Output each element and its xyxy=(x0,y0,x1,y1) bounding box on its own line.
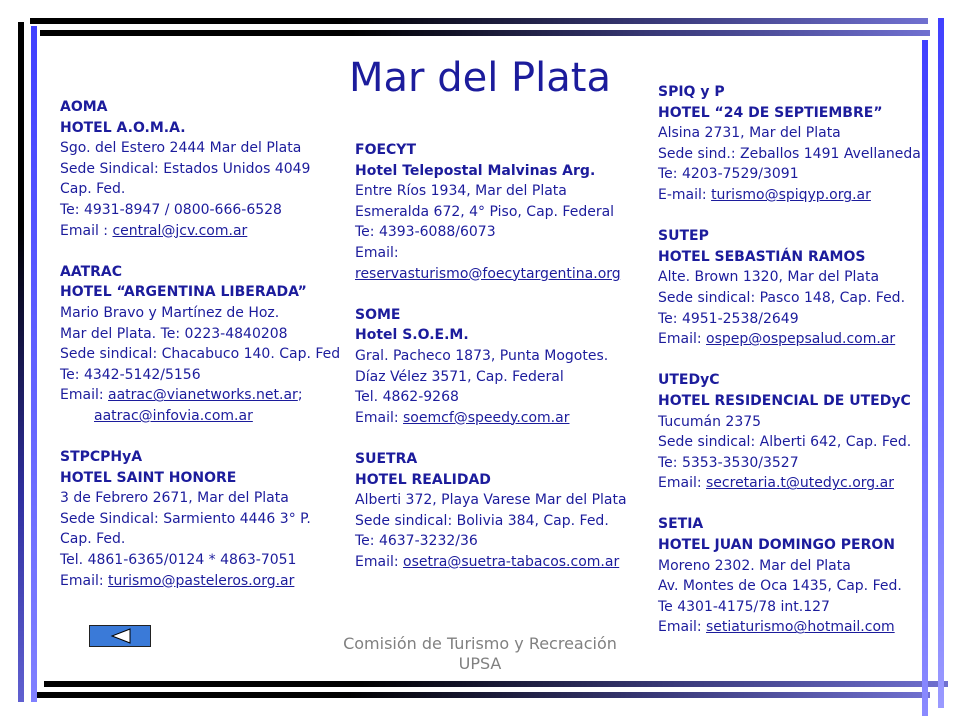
back-triangle-icon xyxy=(110,628,132,644)
entry-email-row xyxy=(60,385,340,406)
entry-aoma xyxy=(60,97,340,241)
email-link[interactable]: ospep@ospepsalud.com.ar xyxy=(706,331,896,348)
entry-org: SUTEP xyxy=(658,228,709,245)
entry-hotel: HOTEL REALIDAD xyxy=(355,471,491,488)
entry-line: Te: 4637-3232/36 xyxy=(355,533,478,550)
footer-line-2: UPSA xyxy=(458,654,502,673)
entry-line: Te: 4931-8947 / 0800-666-6528 xyxy=(60,201,282,218)
column-left xyxy=(60,97,340,591)
column-middle xyxy=(355,140,627,572)
email-link[interactable]: central@jcv.com.ar xyxy=(112,222,248,239)
entry-email-row xyxy=(355,408,627,429)
entry-some xyxy=(355,305,627,429)
entry-utedyc xyxy=(658,370,921,494)
entry-org: STPCPHyA xyxy=(60,449,143,466)
entry-line: Cap. Fed. xyxy=(60,531,126,548)
entry-line: Entre Ríos 1934, Mar del Plata xyxy=(355,183,567,200)
back-button[interactable] xyxy=(89,625,151,647)
entry-email-row xyxy=(658,185,921,206)
top-frame-bar xyxy=(30,18,928,24)
entry-line: Moreno 2302. Mar del Plata xyxy=(658,557,851,574)
entry-hotel: HOTEL JUAN DOMINGO PERON xyxy=(658,537,895,554)
entry-line: Mario Bravo y Martínez de Hoz. xyxy=(60,304,280,321)
entry-suetra xyxy=(355,449,627,573)
entry-email-row xyxy=(658,473,921,494)
email-label: E-mail: xyxy=(658,186,712,203)
entry-line: Te: 4203-7529/3091 xyxy=(658,166,799,183)
entry-line: Alte. Brown 1320, Mar del Plata xyxy=(658,269,880,286)
entry-line: Sede Sindical: Sarmiento 4446 3° P. xyxy=(60,510,311,527)
entry-hotel: HOTEL “ARGENTINA LIBERADA” xyxy=(60,284,307,301)
page-title: Mar del Plata xyxy=(349,55,611,101)
entry-email-row xyxy=(658,617,921,638)
entry-email-row xyxy=(60,571,340,592)
entry-line: Tel. 4861-6365/0124 * 4863-7051 xyxy=(60,552,297,569)
email-link[interactable]: turismo@spiqyp.org.ar xyxy=(711,186,871,203)
entry-email-row-2 xyxy=(60,406,340,427)
entry-line: Díaz Vélez 3571, Cap. Federal xyxy=(355,368,564,385)
entry-org: AOMA xyxy=(60,99,108,115)
entry-sutep xyxy=(658,226,921,350)
entry-line: 3 de Febrero 2671, Mar del Plata xyxy=(60,490,289,507)
email-label: Email: xyxy=(355,409,404,426)
column-right xyxy=(658,82,921,638)
email-label: Email: xyxy=(60,572,109,589)
entry-hotel: HOTEL RESIDENCIAL DE UTEDyC xyxy=(658,392,911,409)
entry-org: AATRAC xyxy=(60,263,123,280)
entry-aatrac xyxy=(60,262,340,427)
email-link[interactable]: aatrac@vianetworks.net.ar xyxy=(108,387,298,404)
entry-org: SUETRA xyxy=(355,450,418,467)
email-link[interactable]: setiaturismo@hotmail.com xyxy=(706,619,895,636)
entry-line: Cap. Fed. xyxy=(60,181,126,198)
top-frame-bar-inner xyxy=(40,30,930,36)
entry-line: Te 4301-4175/78 int.127 xyxy=(658,598,830,615)
right-frame-bar xyxy=(922,40,928,716)
entry-line: Gral. Pacheco 1873, Punta Mogotes. xyxy=(355,347,609,364)
entry-hotel: Hotel Telepostal Malvinas Arg. xyxy=(355,162,596,179)
entry-email-row xyxy=(355,552,627,573)
email-link[interactable]: turismo@pasteleros.org.ar xyxy=(108,572,295,589)
entry-setia xyxy=(658,514,921,638)
entry-line: Te: 5353-3530/3527 xyxy=(658,454,799,471)
email-label: Email: xyxy=(658,475,707,492)
entry-line: Tucumán 2375 xyxy=(658,413,762,430)
entry-line: Sede Sindical: Estados Unidos 4049 xyxy=(60,160,311,177)
footer-line-1: Comisión de Turismo y Recreación xyxy=(343,634,617,653)
email-link[interactable]: soemcf@speedy.com.ar xyxy=(403,409,570,426)
entry-line: Te: 4951-2538/2649 xyxy=(658,310,799,327)
entry-org: SOME xyxy=(355,306,401,323)
entry-line: Alsina 2731, Mar del Plata xyxy=(658,125,841,142)
entry-line: Av. Montes de Oca 1435, Cap. Fed. xyxy=(658,578,902,595)
email-label: Email: xyxy=(658,619,707,636)
entry-hotel: Hotel S.O.E.M. xyxy=(355,327,469,344)
bottom-frame-bar-inner xyxy=(34,692,930,698)
email-label: Email : xyxy=(60,222,113,239)
entry-line: Sede sindical: Chacabuco 140. Cap. Fed xyxy=(60,346,341,363)
footer xyxy=(330,634,630,674)
entry-line: Te: 4342-5142/5156 xyxy=(60,366,201,383)
entry-line: Sede sindical: Bolivia 384, Cap. Fed. xyxy=(355,512,609,529)
right-frame-bar-outer xyxy=(938,18,944,708)
email-link[interactable]: osetra@suetra-tabacos.com.ar xyxy=(403,553,620,570)
entry-email-row xyxy=(658,329,921,350)
entry-line: Sgo. del Estero 2444 Mar del Plata xyxy=(60,140,302,157)
entry-org: SETIA xyxy=(658,516,704,533)
bottom-frame-bar xyxy=(44,681,948,687)
entry-line: Alberti 372, Playa Varese Mar del Plata xyxy=(355,492,627,509)
entry-org: FOECYT xyxy=(355,142,416,158)
email-link[interactable]: secretaria.t@utedyc.org.ar xyxy=(706,475,894,492)
left-frame-bar xyxy=(18,22,24,702)
entry-org: SPIQ y P xyxy=(658,84,725,100)
entry-line: Email: xyxy=(355,244,399,261)
entry-email-row xyxy=(60,221,340,242)
entry-line: Mar del Plata. Te: 0223-4840208 xyxy=(60,325,288,342)
email-label: Email: xyxy=(60,387,109,404)
entry-stpcphya xyxy=(60,447,340,591)
email-link-2[interactable]: aatrac@infovia.com.ar xyxy=(94,407,253,424)
entry-hotel: HOTEL “24 DE SEPTIEMBRE” xyxy=(658,104,883,121)
entry-line: Tel. 4862-9268 xyxy=(355,389,459,406)
entry-spiqyp xyxy=(658,82,921,206)
email-separator: ; xyxy=(297,387,303,404)
entry-hotel: HOTEL SAINT HONORE xyxy=(60,469,237,486)
entry-email-row xyxy=(355,264,627,285)
entry-org: UTEDyC xyxy=(658,372,720,389)
entry-line: Esmeralda 672, 4° Piso, Cap. Federal xyxy=(355,203,615,220)
entry-line: Sede sindical: Pasco 148, Cap. Fed. xyxy=(658,289,906,306)
entry-foecyt xyxy=(355,140,627,284)
email-label: Email: xyxy=(355,553,404,570)
entry-hotel: HOTEL SEBASTIÁN RAMOS xyxy=(658,248,866,265)
entry-line: Sede sindical: Alberti 642, Cap. Fed. xyxy=(658,434,912,451)
entry-line: Te: 4393-6088/6073 xyxy=(355,224,496,241)
email-label: Email: xyxy=(658,331,707,348)
left-frame-bar-inner xyxy=(31,26,37,702)
email-link[interactable]: reservasturismo@foecytargentina.org xyxy=(355,265,621,282)
entry-hotel: HOTEL A.O.M.A. xyxy=(60,119,186,136)
entry-line: Sede sind.: Zeballos 1491 Avellaneda xyxy=(658,145,921,162)
